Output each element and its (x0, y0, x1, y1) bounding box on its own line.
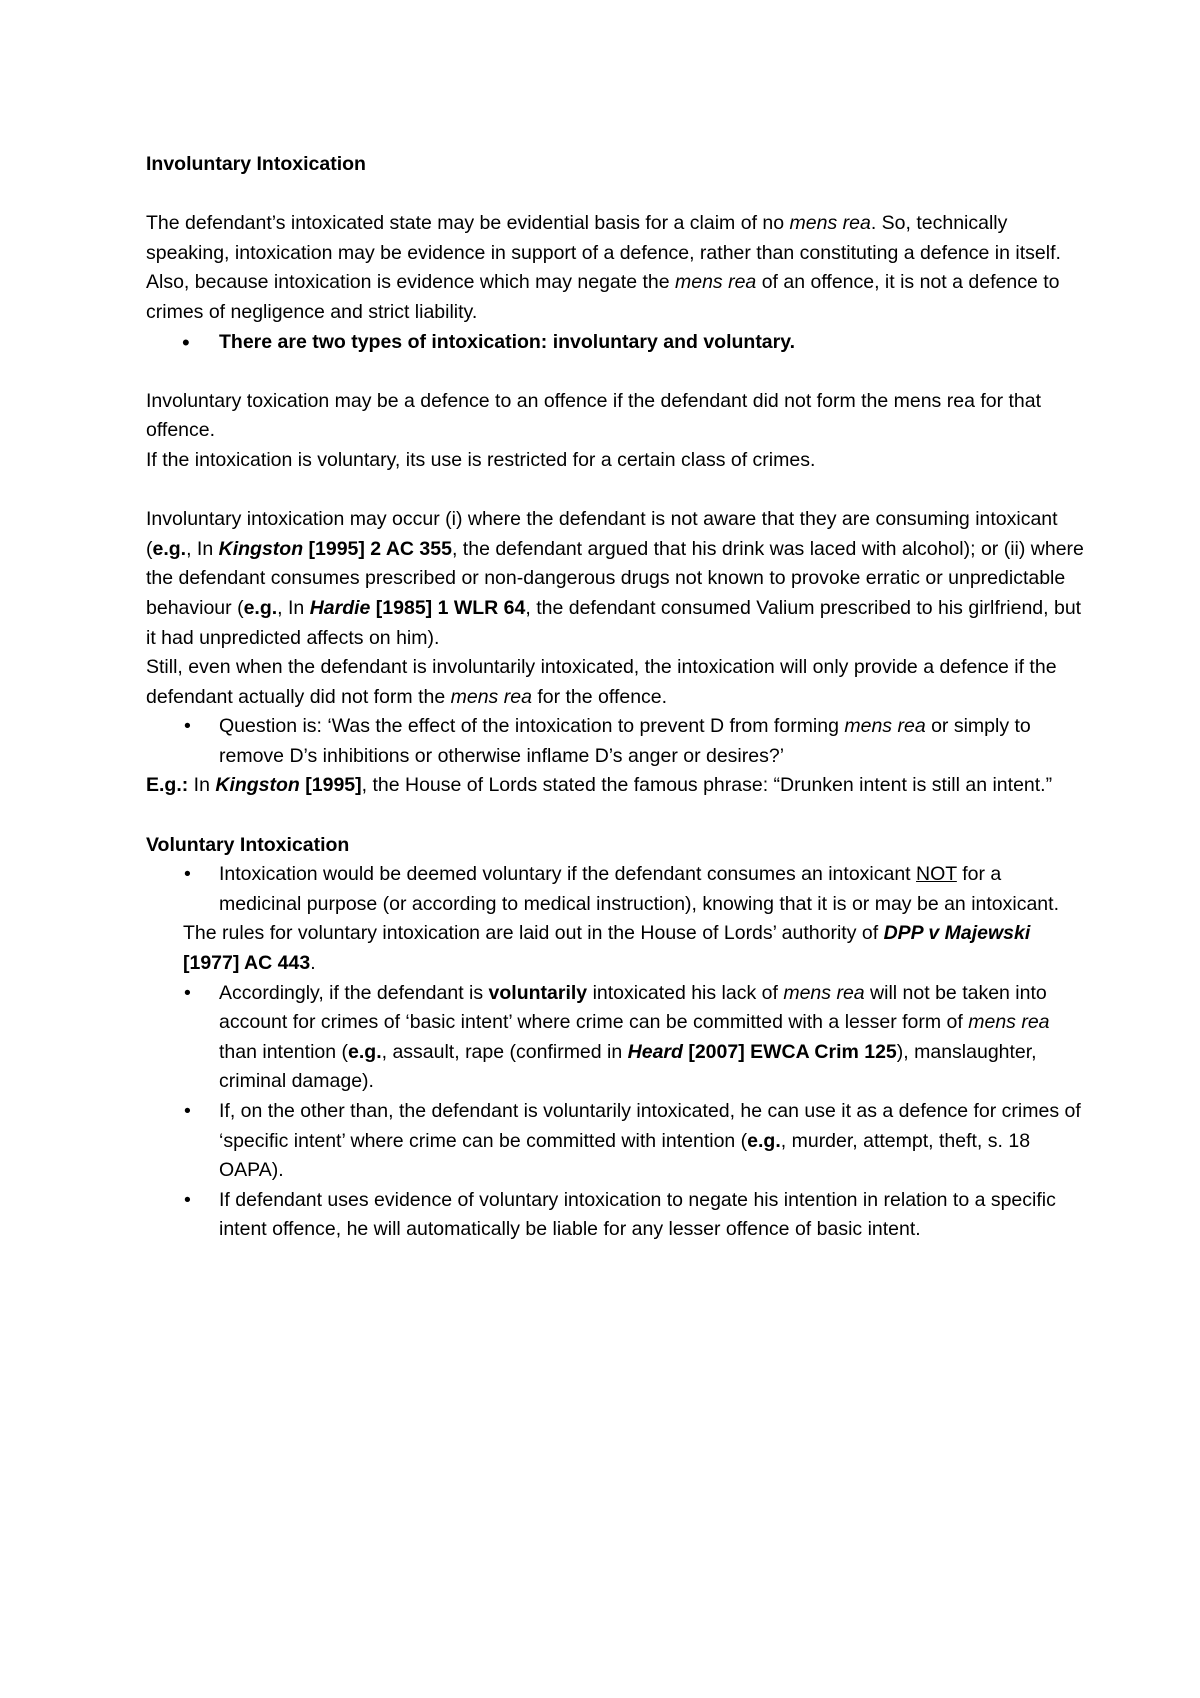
list-item: • If, on the other than, the defendant is voluntarily intoxicated, he can use it as a defence for crimes of ‘specific intent’ where crime can be committed with intention (e.g., murder, attempt, theft, s. 18 OAPA). (146, 1097, 1086, 1186)
list-item: • Question is: ‘Was the effect of the intoxication to prevent D from forming mens rea or simply to remove D’s inhibitions or otherwise inflame D’s anger or desires?’ (146, 712, 1086, 771)
question-bullet-list (146, 712, 1086, 771)
voluntary-restriction-paragraph: If the intoxication is voluntary, its use is restricted for a certain class of crimes. (146, 448, 816, 471)
list-item: • If defendant uses evidence of voluntary intoxication to negate his intention in relation to a specific intent offence, he will automatically be liable for any lesser offence of basic intent. (146, 1186, 1086, 1245)
spacer (146, 476, 1086, 506)
majewski-rules-paragraph: The rules for voluntary intoxication are laid out in the House of Lords’ authority of DPP v Majewski [1977] AC 443. (183, 922, 1031, 975)
types-bullet-list (146, 328, 1086, 358)
kingston-example-paragraph: E.g.: In Kingston [1995], the House of Lords stated the famous phrase: “Drunken intent is still an intent.” (146, 774, 1053, 797)
spacer (146, 180, 1086, 210)
involuntary-occurrence-paragraph: Involuntary intoxication may occur (i) where the defendant is not aware that they are consuming intoxicant (e.g., In Kingston [1995] 2 AC 355, the defendant argued that his drink was laced with alcohol); or (ii) where the defendant consumes prescribed or non-dangerous drugs not known to provoke erratic or unpredictable behaviour (e.g., In Hardie [1985] 1 WLR 64, the defendant consumed Valium prescribed to his girlfriend, but it had unpredicted affects on him). (146, 508, 1084, 649)
bullet-icon: • (184, 1188, 191, 1211)
list-item: • Intoxication would be deemed voluntary if the defendant consumes an intoxicant NOT for a medicinal purpose (or according to medical instruction), knowing that it is or may be an intoxicant. (146, 860, 1086, 919)
voluntary-bullet-list-2 (146, 979, 1086, 1245)
involuntary-defence-paragraph: Involuntary toxication may be a defence to an offence if the defendant did not form the mens rea for that offence. (146, 389, 1042, 442)
document-page (146, 150, 1086, 1245)
still-paragraph: Still, even when the defendant is involuntarily intoxicated, the intoxication will only provide a defence if the defendant actually did not form the mens rea for the offence. (146, 656, 1057, 708)
voluntary-bullet-list-1 (146, 860, 1086, 919)
bullet-icon: • (182, 329, 190, 355)
spacer (146, 801, 1086, 831)
bullet-icon: • (184, 715, 191, 738)
intro-paragraph: The defendant’s intoxicated state may be evidential basis for a claim of no mens rea. So, technically speaking, intoxication may be evidence in support of a defence, rather than constituting a defence in itself. Also, because intoxication is evidence which may negate the mens rea of an offence, it is not a defence to crimes of negligence and strict liability. (146, 212, 1061, 323)
bullet-icon: • (184, 981, 191, 1004)
heading-involuntary-intoxication: Involuntary Intoxication (146, 153, 366, 175)
bullet-icon: • (184, 863, 191, 886)
bullet-icon: • (184, 1100, 191, 1122)
spacer (146, 357, 1086, 387)
list-item: • There are two types of intoxication: involuntary and voluntary. (146, 328, 1086, 358)
list-item: • Accordingly, if the defendant is voluntarily intoxicated his lack of mens rea will not be taken into account for crimes of ‘basic intent’ where crime can be committed with a lesser form of mens rea than intention (e.g., assault, rape (confirmed in Heard [2007] EWCA Crim 125), manslaughter, criminal damage). (146, 979, 1086, 1097)
heading-voluntary-intoxication: Voluntary Intoxication (146, 833, 350, 856)
